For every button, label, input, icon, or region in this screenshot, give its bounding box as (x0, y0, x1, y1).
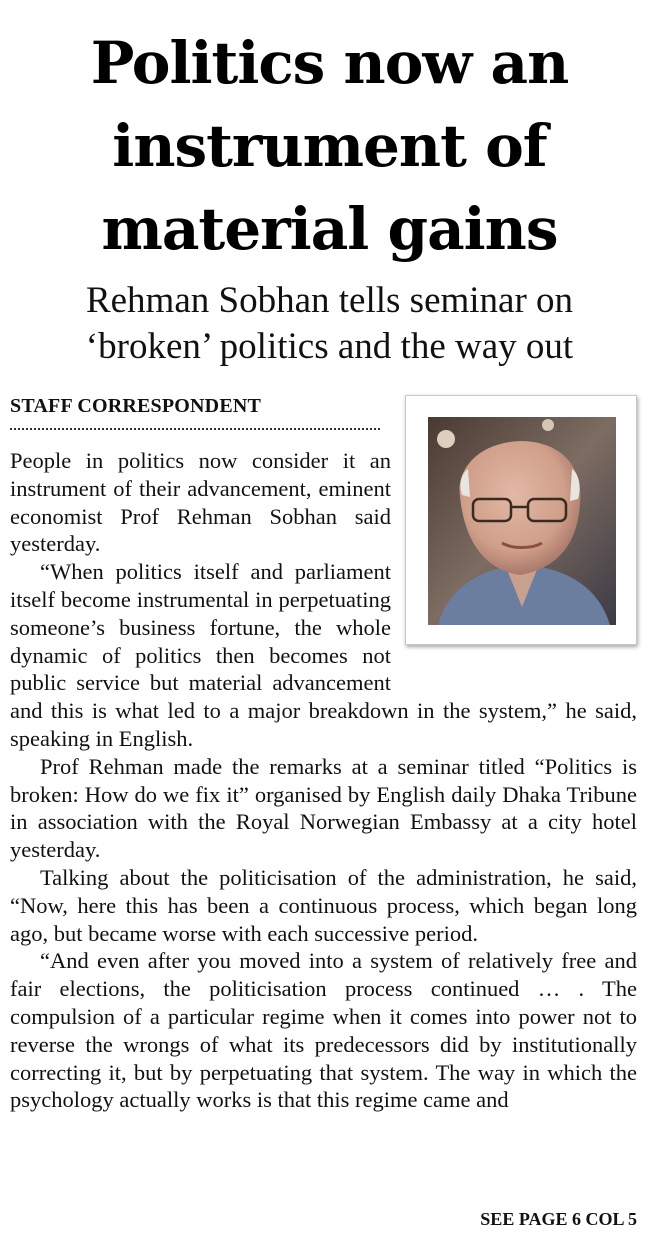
headline (0, 22, 659, 271)
photo-light-top (542, 419, 554, 431)
subheadline-line-2: ‘broken’ politics and the way out (85, 326, 574, 367)
paragraph-2: “When politics itself and parliament itself become instrumental in perpetuating someone’s business fortune, the whole dynamic of politics then becomes not public service but material advancement and this is what led to a major breakdown in the system,” he said, speaking in English. (10, 559, 637, 751)
photo-light-left (437, 430, 455, 448)
paragraph-3: Prof Rehman made the remarks at a seminar titled “Politics is broken: How do we fix it” organised by English daily Dhaka Tribune in association with the Royal Norwegian Embassy at a city hotel yesterday. (10, 753, 637, 863)
paragraph-5: “And even after you moved into a system of relatively free and fair elections, the politicisation process continued … . The compulsion of a particular regime when it comes into power not to reverse the wrongs of what its predecessors did by institutionally correcting it, but by perpetuating that system. The way in which the psychology actually works is that this regime came and (10, 948, 637, 1113)
continued-jump-line: SEE PAGE 6 COL 5 (480, 1209, 637, 1229)
byline-dotted-rule (10, 428, 380, 430)
subheadline (0, 278, 659, 370)
article-body (10, 447, 637, 1114)
paragraph-4: Talking about the politicisation of the administration, he said, “Now, here this has been a continuous process, which began long ago, but became worse with each successive period. (10, 864, 637, 946)
paragraph-1: People in politics now consider it an instrument of their advancement, eminent economist Prof Rehman Sobhan said yesterday. (10, 448, 391, 557)
headline-line-2: instrument of (112, 112, 547, 180)
byline: STAFF CORRESPONDENT (10, 395, 262, 417)
headline-line-1: Politics now an (90, 29, 569, 97)
headline-line-3: material gains (101, 195, 558, 263)
photo-float-spacer (391, 447, 637, 671)
subheadline-line-1: Rehman Sobhan tells seminar on (85, 280, 574, 321)
